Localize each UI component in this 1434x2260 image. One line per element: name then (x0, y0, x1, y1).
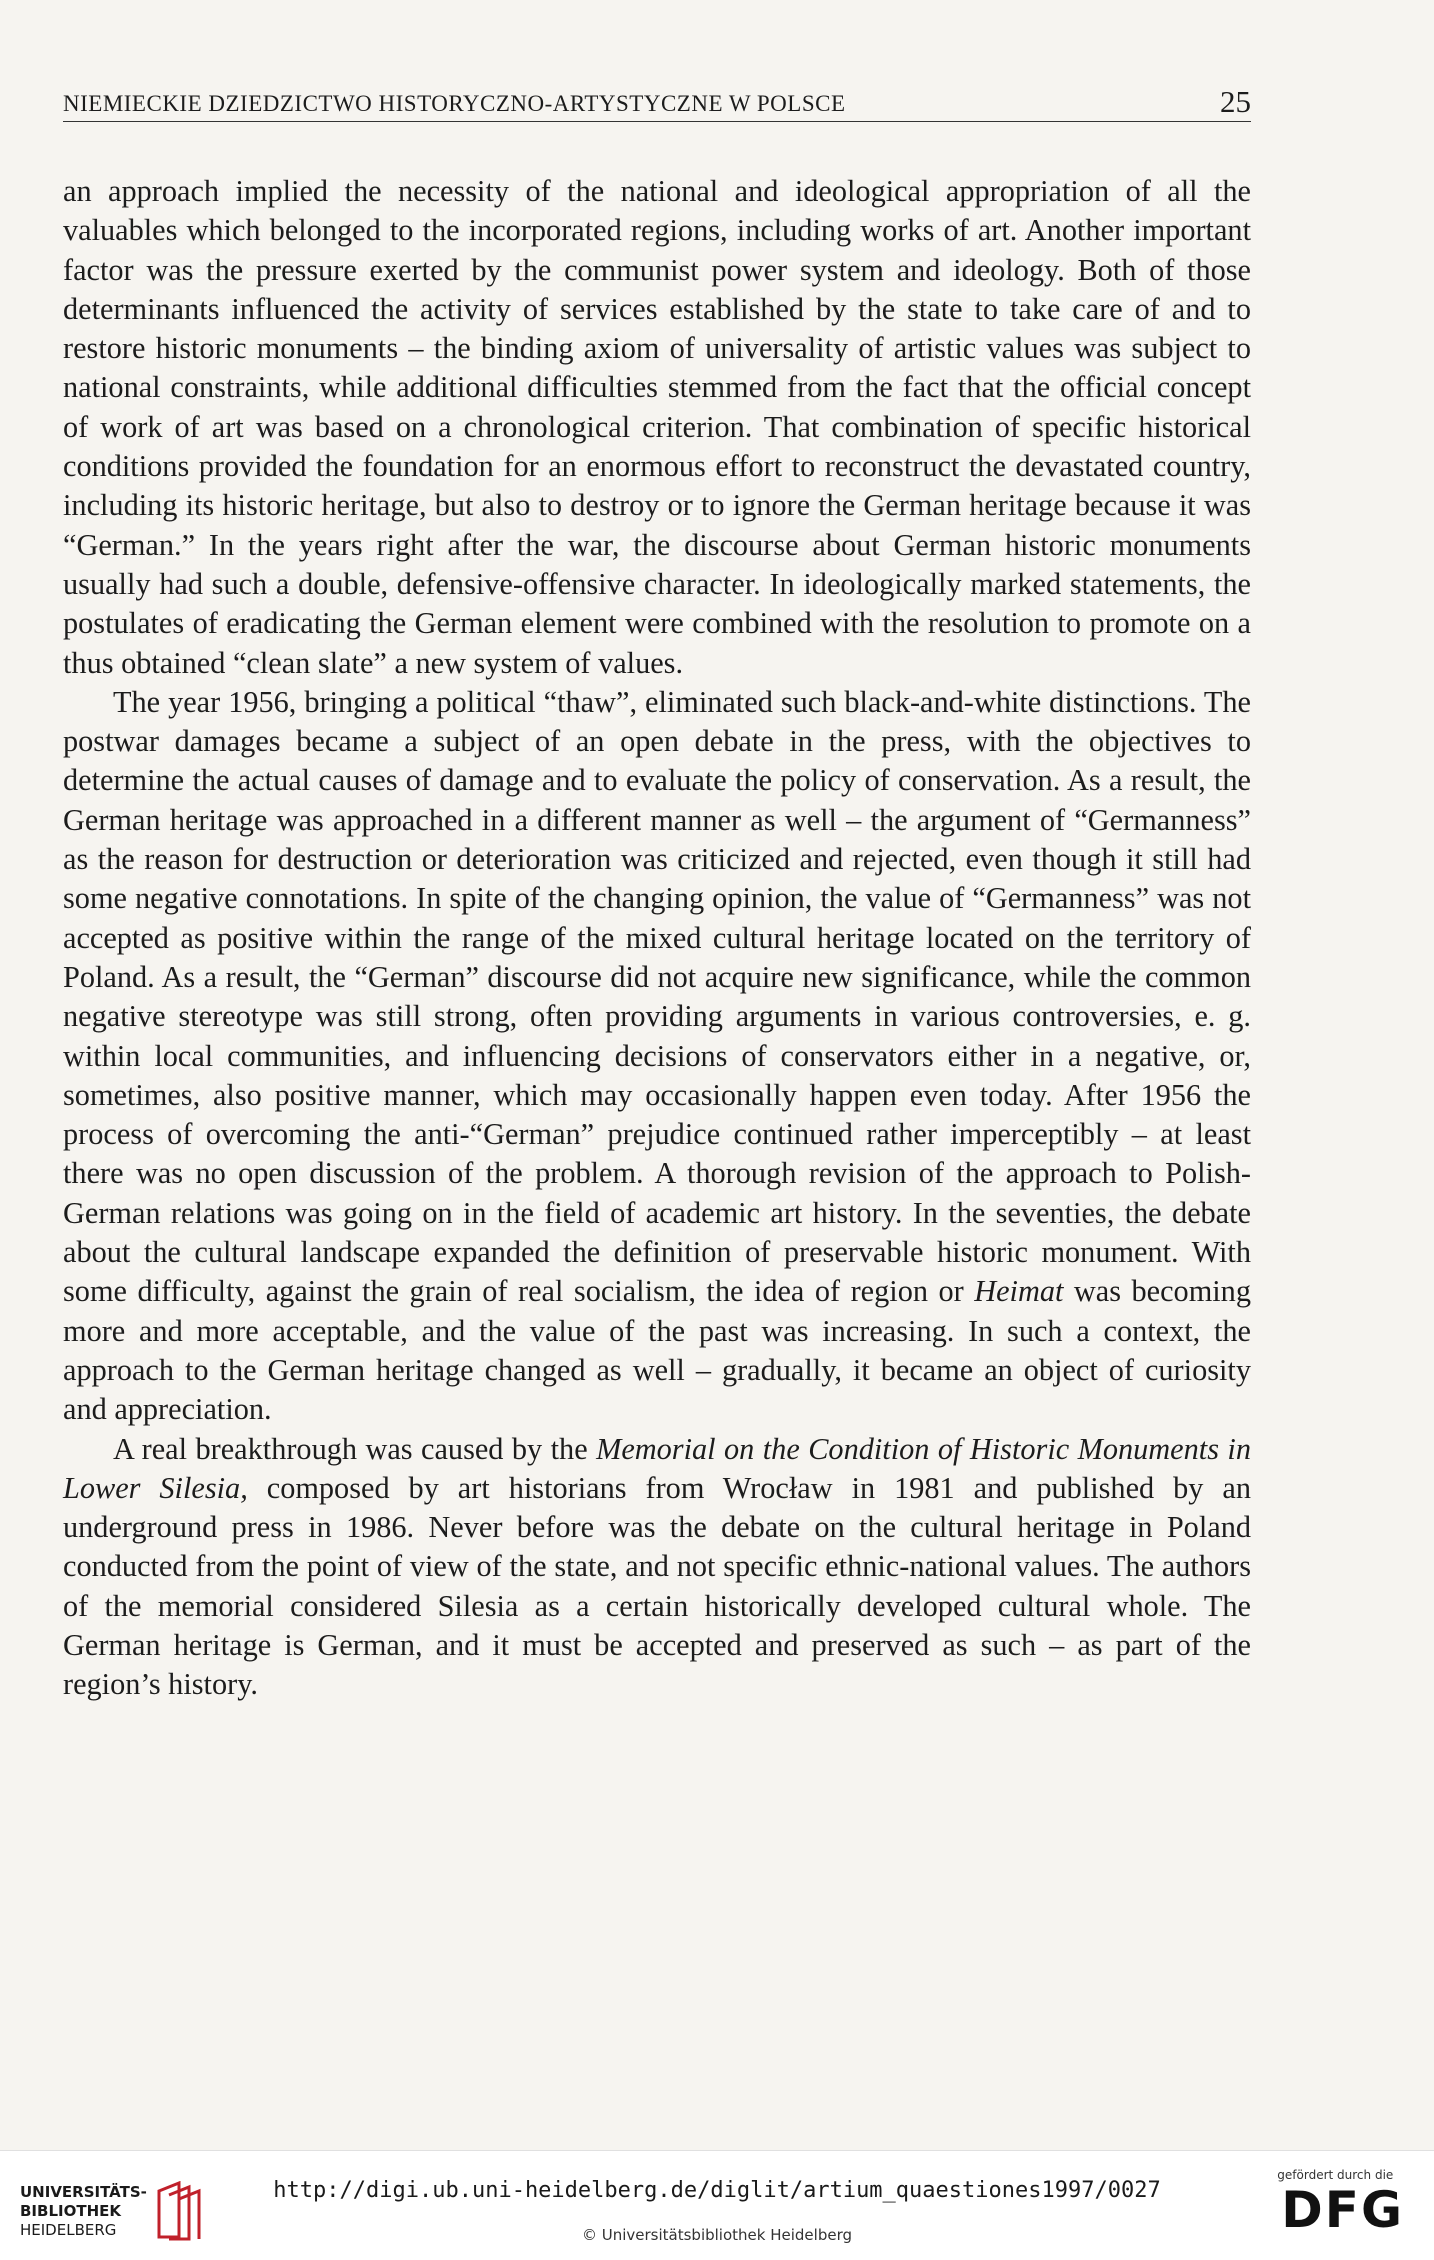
page-number: 25 (1220, 84, 1251, 119)
library-name-line-1: UNIVERSITÄTS- (20, 2182, 147, 2201)
running-head (63, 86, 1251, 122)
body-text (63, 172, 1251, 1705)
copyright-notice: © Universitätsbibliothek Heidelberg (581, 2226, 852, 2244)
dfg-logo: DFG (1281, 2181, 1404, 2239)
paragraph-3-text-a: A real breakthrough was caused by the (113, 1431, 597, 1466)
permalink-url[interactable]: http://digi.ub.uni-heidelberg.de/diglit/artium_quaestiones1997/0027 (273, 2178, 1161, 2203)
paragraph-2 (63, 683, 1251, 1430)
paragraph-2-text-b: was becoming more and more acceptable, and the value of the past was increasing. In such a context, the approach to the German heritage changed as well – gradually, it became an object of curiosity and appreciation. (63, 1274, 1251, 1427)
library-name-line-3: HEIDELBERG (20, 2220, 117, 2239)
paragraph-3-text-b: composed by art historians from Wrocław in 1981 and published by an underground press in 1986. Never before was the debate on the cultural heritage in Poland conducted from the point of view of the state, and not specific ethnic-national values. The authors of the memorial considered Silesia as a certain historically developed cultural whole. The German heritage is German, and it must be accepted and preserved as such – as part of the region’s history. (63, 1470, 1251, 1702)
paragraph-2-italic-term: Heimat (974, 1274, 1064, 1309)
funder-block[interactable] (1277, 2168, 1404, 2238)
paragraph-3 (63, 1430, 1251, 1705)
paragraph-2-text-a: The year 1956, bringing a political “thaw”, eliminated such black-and-white distinctions. The postwar damages became a subject of an open debate in the press, with the objectives to determine the actual causes of damage and to evaluate the policy of conservation. As a result, the German heritage was approached in a different manner as well – the argument of “Germanness” as the reason for destruction or deterioration was criticized and rejected, even though it still had some negative connotations. In spite of the changing opinion, the value of “Germanness” was not accepted as positive within the range of the mixed cultural heritage located on the territory of Poland. As a result, the “German” discourse did not acquire new significance, while the common negative stereotype was still strong, often providing arguments in various controversies, e. g. within local communities, and influencing decisions of conservators either in a negative, or, sometimes, also positive manner, which may occasionally happen even today. After 1956 the process of overcoming the anti-“German” prejudice continued rather imperceptibly – at least there was no open discussion of the problem. A thorough revision of the approach to Polish-German relations was going on in the field of academic art history. In the seventies, the debate about the cultural landscape expanded the definition of preservable historic monument. With some difficulty, against the grain of real socialism, the idea of region or (63, 684, 1251, 1309)
library-name-line-2: BIBLIOTHEK (20, 2201, 121, 2220)
funder-caption: gefördert durch die (1277, 2168, 1394, 2182)
running-title: NIEMIECKIE DZIEDZICTWO HISTORYCZNO-ARTYSTYCZNE W POLSCE (63, 91, 846, 116)
paragraph-3-italic-title: Memorial on the Condition of Historic Monuments in Lower Silesia, (63, 1431, 1251, 1505)
paragraph-1: an approach implied the necessity of the national and ideological appropriation of all the valuables which belonged to the incorporated regions, including works of art. Another important factor was the pressure exerted by the communist power system and ideology. Both of those determinants influenced the activity of services established by the state to take care of and to restore historic monuments – the binding axiom of universality of artistic values was subject to national constraints, while additional difficulties stemmed from the fact that the official concept of work of art was based on a chronological criterion. That combination of specific historical conditions provided the foundation for an enormous effort to reconstruct the devastated country, including its historic heritage, but also to destroy or to ignore the German heritage because it was “German.” In the years right after the war, the discourse about German historic monuments usually had such a double, defensive-offensive character. In ideologically marked statements, the postulates of eradicating the German element were combined with the resolution to promote on a thus obtained “clean slate” a new system of values. (63, 174, 1251, 680)
